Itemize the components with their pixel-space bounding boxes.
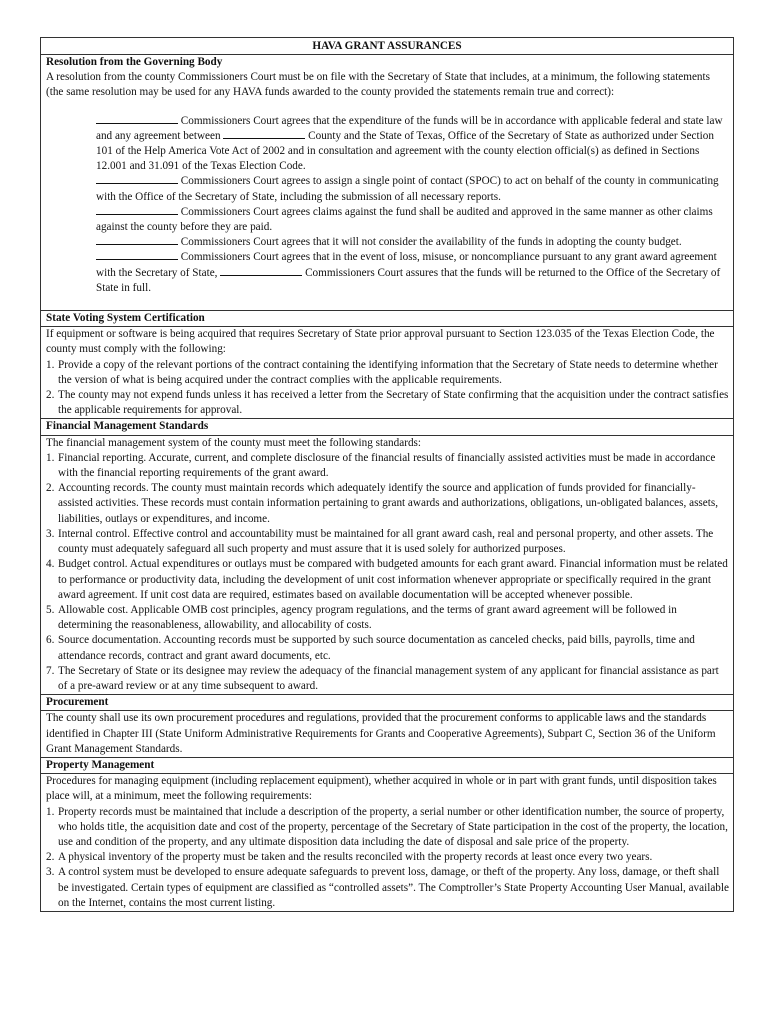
procurement-text: The county shall use its own procurement procedures and regulations, provided that the procurement conforms to applicable laws and the standards identified in Chapter III (State Uniform Administrative Requirements for Grants and Cooperative Agreements), Subpart C, Section 36 of the Uniform Grant Management Standards.	[46, 712, 716, 755]
blank-line[interactable]	[96, 174, 178, 184]
list-item: 5. Allowable cost. Applicable OMB cost principles, agency program regulations, and the terms of grant award agreement will be followed in determining the reasonableness, allowability, and allocability of costs.	[46, 603, 677, 632]
blank-line[interactable]	[96, 250, 178, 260]
list-item: 4. Budget control. Actual expenditures or outlays must be compared with budgeted amounts for each grant award. Financial information must be related to performance or productivity data, including the development of unit cost information whenever appropriate or specifically required in the grant award agreement. If unit cost data are required, estimates based on available documentation will be accepted whenever possible.	[46, 558, 728, 601]
property-list	[46, 805, 729, 911]
blank-line[interactable]	[96, 114, 178, 124]
property-heading: Property Management	[41, 758, 733, 774]
financial-list	[46, 451, 729, 694]
list-item: 3. Internal control. Effective control and accountability must be maintained for all grant award cash, real and personal property, and other assets. The county must adequately safeguard all such property and must assure that it is used solely for authorized purposes.	[46, 527, 714, 556]
blank-line[interactable]	[223, 129, 305, 139]
list-item: 7. The Secretary of State or its designee may review the adequacy of the financial management system of any applicant for financial assistance as part of a pre-award review or at any time subsequent to award.	[46, 664, 719, 692]
voting-list	[46, 358, 729, 419]
resolution-section	[41, 55, 733, 311]
statement-4: Commissioners Court agrees that it will not consider the availability of the funds in adopting the county budget.	[96, 235, 729, 250]
voting-intro: If equipment or software is being acquired that requires Secretary of State prior approval pursuant to Section 123.035 of the Texas Election Code, the county must comply with the following:	[46, 328, 715, 356]
statement-1: Commissioners Court agrees that the expenditure of the funds will be in accordance with applicable federal and state law and any agreement between County and the State of Texas, Office of the Secretary of State as authorized under Section 101 of the Help America Vote Act of 2002 and in consultation and agreement with the county election official(s) as defined in Sections 12.001 and 31.091 of the Texas Election Code.	[96, 114, 723, 173]
statement-2: Commissioners Court agrees to assign a single point of contact (SPOC) to act on behalf of the county in communicating with the Office of the Secretary of State, including the submission of all necessary reports.	[96, 175, 719, 203]
list-item: 3. A control system must be developed to ensure adequate safeguards to prevent loss, damage, or theft of the property. Any loss, damage, or theft shall be investigated. Certain types of equipment are classified as “controlled assets”. The Comptroller’s State Property Accounting User Manual, available on the Internet, contains the most current listing.	[46, 866, 729, 909]
property-section	[41, 758, 733, 911]
assurances-document	[40, 37, 734, 912]
voting-heading: State Voting System Certification	[41, 311, 733, 327]
document-title: HAVA GRANT ASSURANCES	[41, 38, 733, 55]
financial-section	[41, 419, 733, 695]
resolution-intro: A resolution from the county Commissioners Court must be on file with the Secretary of State that includes, at a minimum, the following statements (the same resolution may be used for any HAVA funds awarded to the county provided the statements remain true and correct):	[46, 71, 710, 99]
list-item: 1. Financial reporting. Accurate, current, and complete disclosure of the financial results of financially assisted activities must be made in accordance with the financial reporting requirements of the grant award.	[46, 451, 716, 480]
list-item: 2. A physical inventory of the property must be taken and the results reconciled with the property records at least once every two years.	[46, 851, 653, 864]
statement-5: Commissioners Court agrees that in the event of loss, misuse, or noncompliance pursuant to any grant award agreement with the Secretary of State, Commissioners Court assures that the funds will be returned to the Office of the Secretary of State in full.	[96, 251, 721, 294]
list-item: 2. Accounting records. The county must maintain records which adequately identify the source and application of funds provided for financially-assisted activities. These records must contain information pertaining to grant awards and authorizations, obligations, un-obligated balances, assets, liabilities, outlays or expenditures, and income.	[46, 482, 718, 525]
voting-section	[41, 311, 733, 419]
list-item: 1. Provide a copy of the relevant portions of the contract containing the identifying information that the Secretary of State needs to determine whether the version of what is being acquired under the contract complies with the applicable requirements.	[46, 358, 718, 386]
financial-intro: The financial management system of the county must meet the following standards:	[46, 436, 421, 449]
list-item: 6. Source documentation. Accounting records must be supported by such source documentation as canceled checks, paid bills, payrolls, time and attendance records, contract and grant award documents, etc.	[46, 634, 695, 662]
property-intro: Procedures for managing equipment (including replacement equipment), whether acquired in whole or in part with grant funds, until disposition takes place will, at a minimum, meet the following requirements:	[46, 775, 717, 803]
list-item: 2. The county may not expend funds unless it has received a letter from the Secretary of State confirming that the acquisition under the contract satisfies the applicable requirements for approval.	[46, 389, 729, 417]
blank-line[interactable]	[220, 266, 302, 276]
blank-line[interactable]	[96, 205, 178, 215]
resolution-heading: Resolution from the Governing Body	[46, 56, 223, 68]
financial-heading: Financial Management Standards	[41, 419, 733, 435]
blank-line[interactable]	[96, 235, 178, 245]
procurement-heading: Procurement	[41, 695, 733, 711]
list-item: 1. Property records must be maintained that include a description of the property, a serial number or other identification number, the source of property, who holds title, the acquisition date and cost of the property, percentage of the Secretary of State participation in the cost of the property, the location, use and condition of the property, and any ultimate disposition data including the date of disposal and sale price of the property.	[46, 805, 728, 848]
statement-3: Commissioners Court agrees claims against the fund shall be audited and approved in the same manner as other claims against the county before they are paid.	[96, 205, 713, 234]
procurement-section	[41, 695, 733, 758]
resolution-statements	[46, 114, 729, 310]
